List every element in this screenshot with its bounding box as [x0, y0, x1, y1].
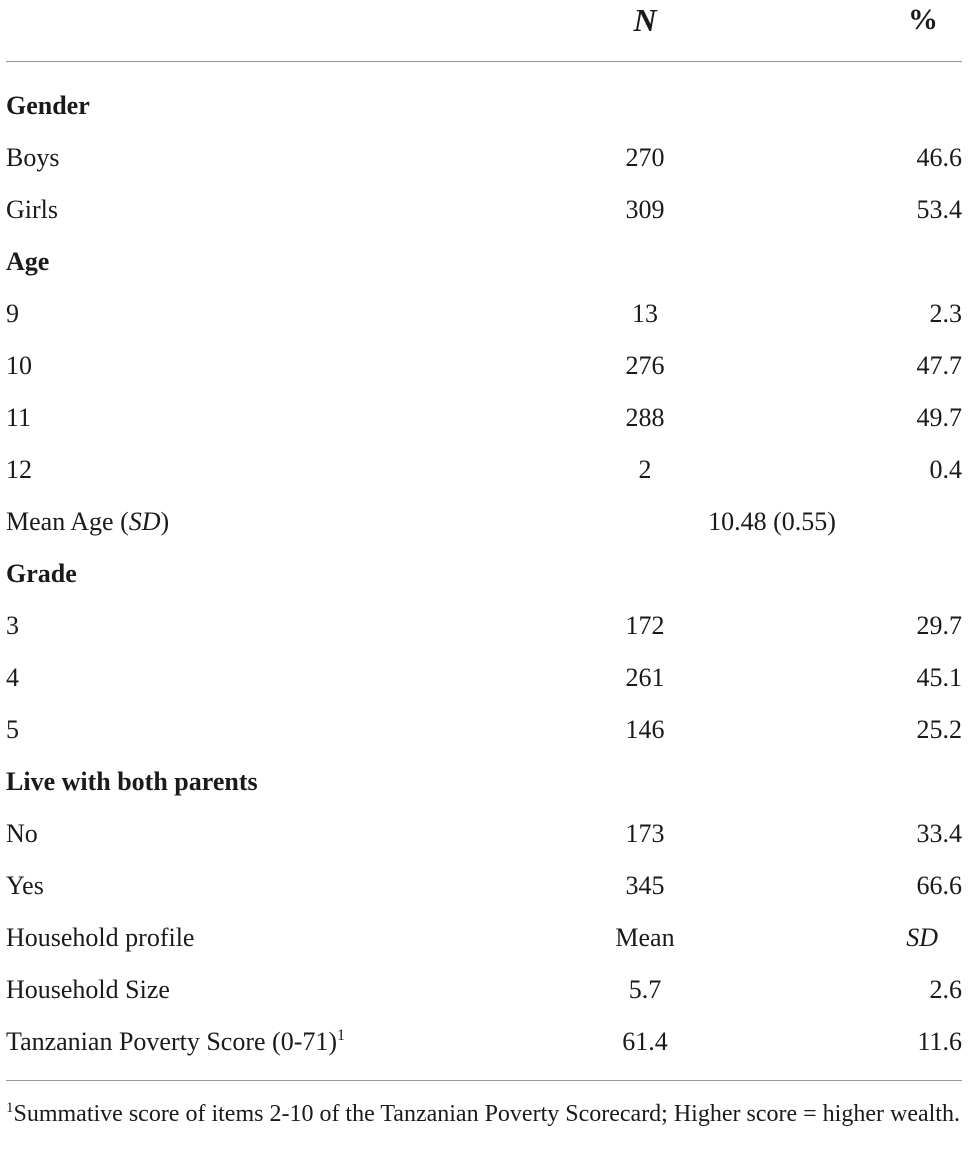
footnote-number: 1: [6, 1100, 14, 1116]
row-n: 309: [625, 195, 665, 224]
row-percent: 33.4: [916, 819, 962, 848]
column-subheader-mean: Mean: [615, 923, 675, 952]
row-label: 12: [6, 455, 32, 484]
row-sd: 11.6: [917, 1027, 962, 1056]
row-label: Yes: [6, 871, 44, 900]
row-label: 5: [6, 715, 19, 744]
row-label: Household Size: [6, 975, 170, 1004]
row-percent: 29.7: [916, 611, 962, 640]
row-percent: 2.3: [929, 299, 962, 328]
row-label: [6, 496, 169, 548]
table-row-mean-age: [0, 496, 968, 548]
header-rule: [6, 61, 962, 62]
section-header-grade: [0, 548, 968, 600]
row-label: Boys: [6, 143, 60, 172]
row-n: 2: [638, 455, 652, 484]
footnote-text: Summative score of items 2-10 of the Tanzanian Poverty Scorecard; Higher score = higher wealth.: [13, 1101, 960, 1127]
row-label: 10: [6, 351, 32, 380]
row-percent: 66.6: [916, 871, 962, 900]
row-mean: 61.4: [622, 1027, 668, 1056]
column-header-percent: %: [908, 3, 938, 36]
row-percent: 47.7: [916, 351, 962, 380]
row-percent: 0.4: [929, 455, 962, 484]
section-header-gender: [0, 80, 968, 132]
mean-age-value: 10.48 (0.55): [708, 507, 836, 536]
section-header-live-with-parents: [0, 756, 968, 808]
table-row: [0, 392, 968, 444]
table-row: [0, 132, 968, 184]
row-label: No: [6, 819, 38, 848]
table-header-row: [0, 0, 968, 46]
row-label: Girls: [6, 195, 58, 224]
row-percent: 53.4: [916, 195, 962, 224]
row-n: 345: [625, 871, 665, 900]
row-n: 270: [625, 143, 665, 172]
sd-abbrev: SD: [128, 507, 161, 536]
table-footnote: [6, 1096, 962, 1132]
row-n: 13: [632, 299, 658, 328]
subheader-household-profile: [0, 912, 968, 964]
section-label: Live with both parents: [6, 767, 258, 796]
row-n: 288: [625, 403, 665, 432]
row-n: 173: [625, 819, 665, 848]
row-percent: 46.6: [916, 143, 962, 172]
mean-age-prefix: Mean Age (: [6, 507, 129, 536]
row-mean: 5.7: [628, 975, 662, 1004]
row-label: 4: [6, 663, 19, 692]
table-row: [0, 184, 968, 236]
table-row: [0, 808, 968, 860]
row-label: [6, 1016, 345, 1068]
column-subheader-sd: SD: [906, 923, 938, 952]
table-row: [0, 964, 968, 1016]
row-label: 3: [6, 611, 19, 640]
section-label: Gender: [6, 91, 90, 120]
section-header-age: [0, 236, 968, 288]
row-n: 172: [625, 611, 665, 640]
section-label: Grade: [6, 559, 77, 588]
column-header-n: N: [633, 2, 657, 38]
section-label: Age: [6, 247, 50, 276]
table-row: [0, 1016, 968, 1068]
row-label: 11: [6, 403, 32, 432]
footer-rule: [6, 1080, 962, 1081]
row-percent: 25.2: [916, 715, 962, 744]
mean-age-suffix: ): [160, 507, 170, 536]
row-n: 261: [625, 663, 665, 692]
table-row: [0, 340, 968, 392]
row-label: 9: [6, 299, 19, 328]
footnote-marker: 1: [337, 1027, 346, 1044]
row-sd: 2.6: [929, 975, 962, 1004]
row-percent: 49.7: [916, 403, 962, 432]
row-n: 146: [625, 715, 665, 744]
table-row: [0, 288, 968, 340]
table-row: [0, 600, 968, 652]
row-label: Household profile: [6, 923, 195, 952]
row-percent: 45.1: [916, 663, 962, 692]
table-row: [0, 444, 968, 496]
table-row: [0, 652, 968, 704]
table-row: [0, 860, 968, 912]
table-row: [0, 704, 968, 756]
poverty-score-label: Tanzanian Poverty Score (0-71): [6, 1027, 338, 1056]
row-n: 276: [625, 351, 665, 380]
